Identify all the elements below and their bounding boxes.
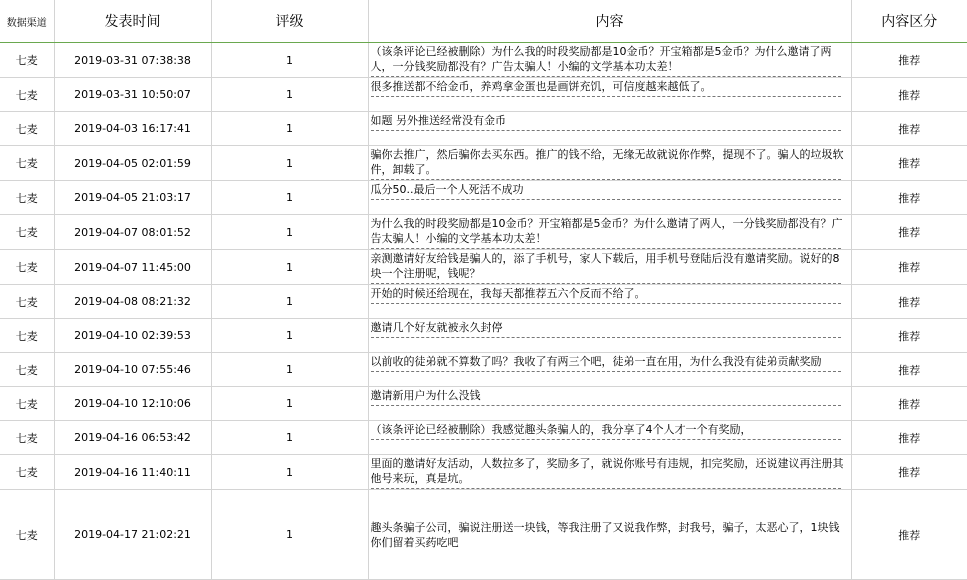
table-row (0, 181, 967, 215)
cell-rating[interactable]: 1 (211, 319, 368, 353)
content-text: （该条评论已经被删除）为什么我的时段奖励都是10金币？开宝箱都是5金币？为什么邀请了两人，一分钱奖励都没有？广告太骗人！小编的文学基本功太差！ (370, 45, 832, 73)
cell-category[interactable]: 推荐 (851, 490, 967, 580)
cell-channel[interactable]: 七麦 (0, 43, 54, 78)
cell-time[interactable]: 2019-04-10 02:39:53 (54, 319, 211, 353)
cell-time[interactable]: 2019-04-03 16:17:41 (54, 112, 211, 146)
cell-rating[interactable]: 1 (211, 353, 368, 387)
dashed-divider (371, 405, 841, 406)
cell-time[interactable]: 2019-04-17 21:02:21 (54, 490, 211, 580)
cell-channel[interactable]: 七麦 (0, 181, 54, 215)
cell-channel[interactable]: 七麦 (0, 490, 54, 580)
cell-channel[interactable]: 七麦 (0, 112, 54, 146)
table-row (0, 285, 967, 319)
cell-category[interactable]: 推荐 (851, 78, 967, 112)
cell-rating[interactable]: 1 (211, 455, 368, 490)
table-row (0, 146, 967, 181)
cell-channel[interactable]: 七麦 (0, 387, 54, 421)
header-category[interactable]: 内容区分 (851, 0, 967, 43)
content-text: 很多推送都不给金币，养鸡拿金蛋也是画饼充饥，可信度越来越低了。 (370, 80, 712, 93)
cell-time[interactable]: 2019-04-08 08:21:32 (54, 285, 211, 319)
content-text: （该条评论已经被删除）我感觉趣头条骗人的，我分享了4个人才一个有奖励， (370, 423, 752, 436)
dashed-divider (371, 303, 841, 304)
cell-rating[interactable]: 1 (211, 181, 368, 215)
content-text: 如题 另外推送经常没有金币 (370, 114, 506, 127)
table-row (0, 78, 967, 112)
cell-channel[interactable]: 七麦 (0, 421, 54, 455)
header-row (0, 0, 967, 43)
cell-content[interactable] (368, 421, 851, 455)
cell-channel[interactable]: 七麦 (0, 285, 54, 319)
cell-channel[interactable]: 七麦 (0, 78, 54, 112)
cell-content[interactable] (368, 43, 851, 78)
header-channel[interactable]: 数据渠道 (0, 0, 54, 43)
cell-category[interactable]: 推荐 (851, 387, 967, 421)
table-row (0, 319, 967, 353)
content-text: 邀请几个好友就被永久封停 (370, 321, 503, 334)
dashed-divider (371, 96, 841, 97)
cell-rating[interactable]: 1 (211, 387, 368, 421)
table-row (0, 43, 967, 78)
header-rating[interactable]: 评级 (211, 0, 368, 43)
cell-rating[interactable]: 1 (211, 490, 368, 580)
cell-content[interactable] (368, 181, 851, 215)
content-text: 以前收的徒弟就不算数了吗？我收了有两三个吧，徒弟一直在用，为什么我没有徒弟贡献奖励 (370, 355, 822, 368)
cell-time[interactable]: 2019-04-07 08:01:52 (54, 215, 211, 250)
cell-rating[interactable]: 1 (211, 285, 368, 319)
dashed-divider (371, 439, 841, 440)
cell-category[interactable]: 推荐 (851, 112, 967, 146)
cell-time[interactable]: 2019-04-16 06:53:42 (54, 421, 211, 455)
cell-content[interactable] (368, 319, 851, 353)
cell-content[interactable] (368, 387, 851, 421)
table-row (0, 421, 967, 455)
cell-time[interactable]: 2019-04-05 02:01:59 (54, 146, 211, 181)
dashed-divider (371, 130, 841, 131)
table-row (0, 455, 967, 490)
content-text: 亲测邀请好友给钱是骗人的，添了手机号，家人下载后，用手机号登陆后没有邀请奖励。说好的8块一个注册呢，钱呢？ (370, 252, 840, 280)
cell-rating[interactable]: 1 (211, 250, 368, 285)
cell-channel[interactable]: 七麦 (0, 250, 54, 285)
content-text: 瓜分50..最后一个人死活不成功 (370, 183, 524, 196)
cell-time[interactable]: 2019-03-31 07:38:38 (54, 43, 211, 78)
cell-content[interactable] (368, 215, 851, 250)
cell-category[interactable]: 推荐 (851, 421, 967, 455)
dashed-divider (371, 337, 841, 338)
table-row (0, 353, 967, 387)
table-row (0, 387, 967, 421)
cell-category[interactable]: 推荐 (851, 250, 967, 285)
cell-channel[interactable]: 七麦 (0, 455, 54, 490)
cell-time[interactable]: 2019-03-31 10:50:07 (54, 78, 211, 112)
cell-category[interactable]: 推荐 (851, 455, 967, 490)
dashed-divider (371, 371, 841, 372)
cell-category[interactable]: 推荐 (851, 146, 967, 181)
content-text: 里面的邀请好友活动，人数拉多了，奖励多了，就说你账号有违规，扣完奖励，还说建议再注册其他号来玩，真是坑。 (370, 457, 844, 485)
cell-category[interactable]: 推荐 (851, 353, 967, 387)
cell-rating[interactable]: 1 (211, 112, 368, 146)
content-text: 为什么我的时段奖励都是10金币？开宝箱都是5金币？为什么邀请了两人，一分钱奖励都没有？广告太骗人！小编的文学基本功太差！ (370, 217, 843, 245)
cell-content[interactable] (368, 78, 851, 112)
cell-content[interactable] (368, 250, 851, 285)
table-row (0, 112, 967, 146)
cell-rating[interactable]: 1 (211, 421, 368, 455)
cell-rating[interactable]: 1 (211, 43, 368, 78)
cell-time[interactable]: 2019-04-10 07:55:46 (54, 353, 211, 387)
cell-channel[interactable]: 七麦 (0, 319, 54, 353)
content-text: 邀请新用户为什么没钱 (370, 389, 481, 402)
cell-content[interactable] (368, 455, 851, 490)
cell-rating[interactable]: 1 (211, 78, 368, 112)
table-row (0, 490, 967, 580)
cell-time[interactable]: 2019-04-10 12:10:06 (54, 387, 211, 421)
cell-content[interactable] (368, 146, 851, 181)
cell-content[interactable] (368, 112, 851, 146)
cell-channel[interactable]: 七麦 (0, 353, 54, 387)
header-time[interactable]: 发表时间 (54, 0, 211, 43)
table-row (0, 215, 967, 250)
content-text: 开始的时候还给现在，我每天都推荐五六个反而不给了。 (370, 287, 646, 300)
cell-content[interactable] (368, 353, 851, 387)
cell-category[interactable]: 推荐 (851, 43, 967, 78)
cell-category[interactable]: 推荐 (851, 285, 967, 319)
dashed-divider (371, 199, 841, 200)
header-content[interactable]: 内容 (368, 0, 851, 43)
cell-rating[interactable]: 1 (211, 215, 368, 250)
cell-category[interactable]: 推荐 (851, 215, 967, 250)
cell-channel[interactable]: 七麦 (0, 146, 54, 181)
cell-time[interactable]: 2019-04-07 11:45:00 (54, 250, 211, 285)
content-text: 趣头条骗子公司，骗说注册送一块钱，等我注册了又说我作弊，封我号，骗子，太恶心了，1块钱你们留着买药吃吧 (370, 521, 840, 549)
cell-channel[interactable]: 七麦 (0, 215, 54, 250)
table-row (0, 250, 967, 285)
cell-category[interactable]: 推荐 (851, 181, 967, 215)
cell-content[interactable] (368, 285, 851, 319)
content-text: 骗你去推广，然后骗你去买东西。推广的钱不给，无缘无故就说你作弊，提现不了。骗人的垃圾软件，卸载了。 (370, 148, 844, 176)
cell-time[interactable]: 2019-04-05 21:03:17 (54, 181, 211, 215)
cell-category[interactable]: 推荐 (851, 319, 967, 353)
cell-content[interactable] (368, 490, 851, 580)
cell-time[interactable]: 2019-04-16 11:40:11 (54, 455, 211, 490)
cell-rating[interactable]: 1 (211, 146, 368, 181)
